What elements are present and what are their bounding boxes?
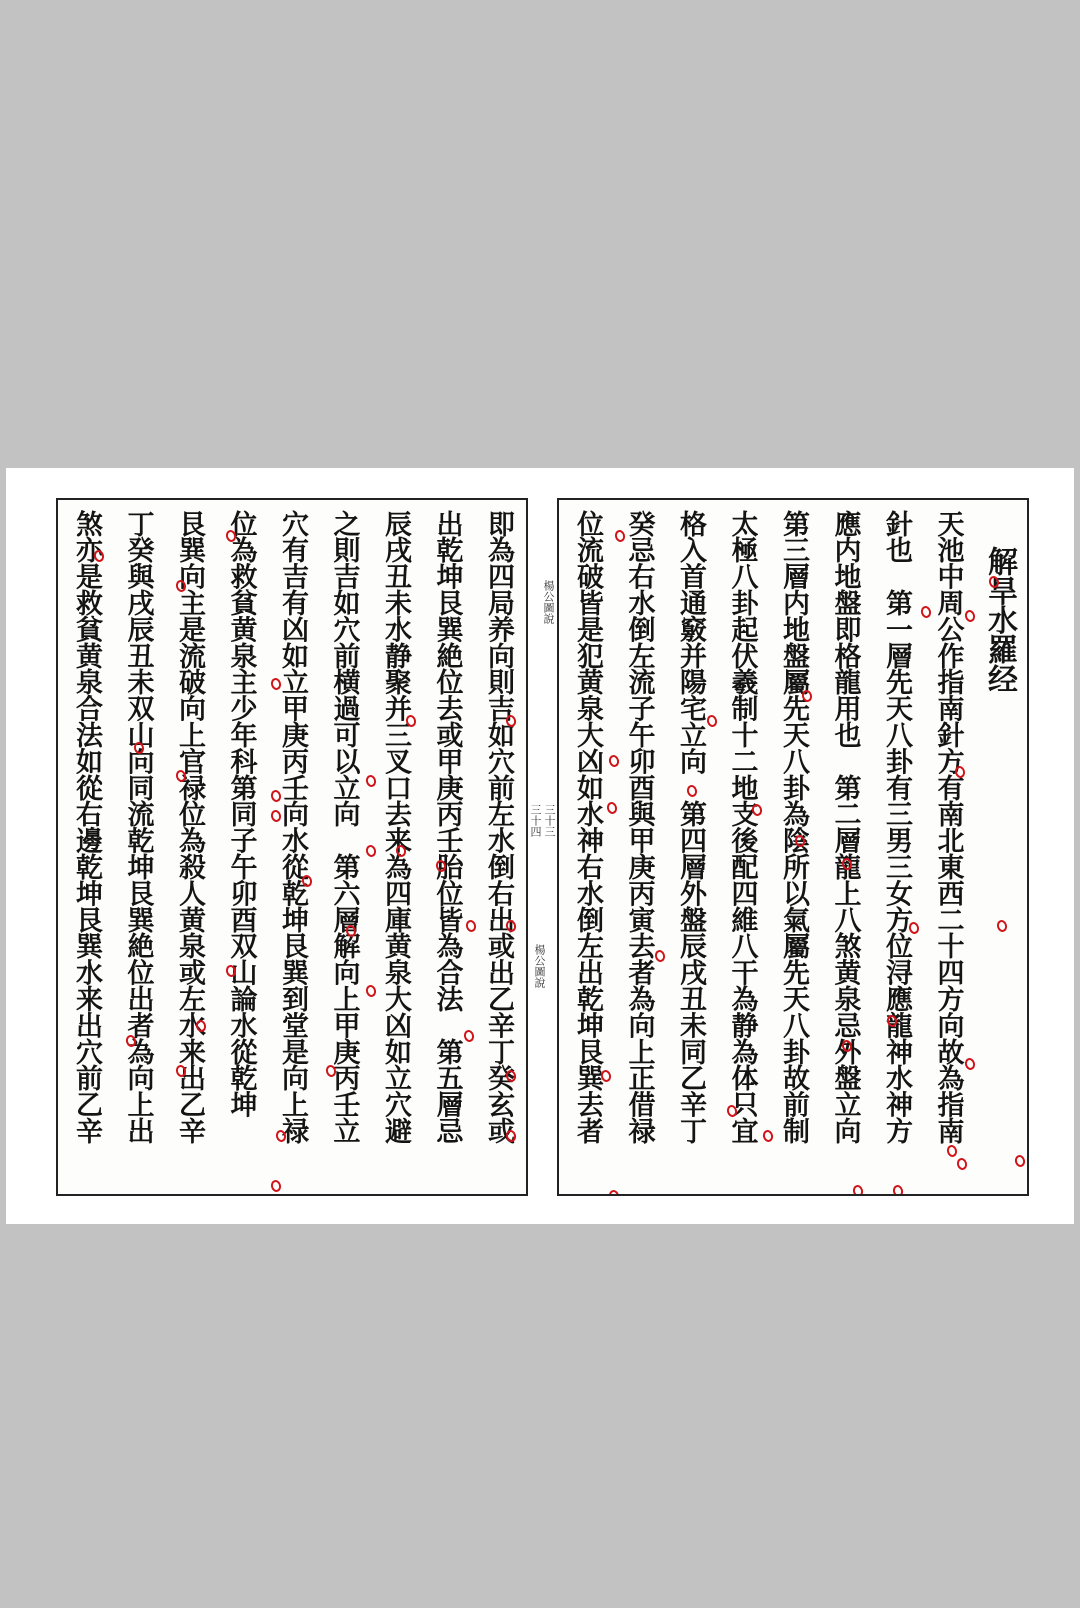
column-text: 即為四局养向則吉如穴前左水倒右出或出乙辛丁癸玄或 <box>483 510 514 1144</box>
red-annotation-mark <box>852 1184 865 1196</box>
text-column <box>375 510 415 1184</box>
column-text: 艮巽向主是流破向上官禄位為殺人黄泉或左水来出乙辛 <box>174 510 205 1144</box>
red-annotation-mark <box>608 1189 621 1196</box>
book-gutter <box>528 498 557 1196</box>
text-column <box>221 510 261 1184</box>
book-spread <box>6 468 1074 1224</box>
left-page <box>56 498 528 1196</box>
text-column <box>825 510 865 1184</box>
text-column <box>876 510 916 1184</box>
text-column <box>272 510 312 1184</box>
title-column <box>979 510 1019 1184</box>
column-text: 第三層内地盤屬先天八卦為陰所以氣屬先天八卦故前制 <box>778 510 809 1144</box>
column-text: 格入首通竅并陽宅立向 第四層外盤辰戌丑未同乙辛丁 <box>675 510 706 1144</box>
text-column <box>928 510 968 1184</box>
text-column <box>722 510 762 1184</box>
text-column <box>324 510 364 1184</box>
column-text: 應内地盤即格龍用也 第二層龍上八煞黄泉忌外盤立向 <box>829 510 861 1144</box>
text-column <box>773 510 813 1184</box>
column-text: 天池中周公作指南針方有南北東西二十四方向故為指南 <box>932 510 964 1144</box>
column-text: 位流破皆是犯黄泉大凶如水神右水倒左出乾坤艮巽去者 <box>572 510 603 1144</box>
text-column <box>478 510 518 1184</box>
column-text: 太極八卦起伏羲制十二地支後配四維八干為静為体只宜 <box>726 510 758 1144</box>
column-text: 丁癸與戌辰丑未双山向同流乾坤艮巽絶位出者為向上出 <box>122 510 154 1144</box>
column-text: 辰戌丑未水静聚并三叉口去来為四庫黄泉大凶如立穴避 <box>380 510 411 1144</box>
column-text: 癸忌右水倒左流子午卯酉與甲庚丙寅去者為向上正借禄 <box>623 510 655 1144</box>
text-column <box>427 510 467 1184</box>
column-text: 煞亦是救貧黄泉合法如從右邊乾坤艮巽水来出穴前乙辛 <box>71 510 102 1144</box>
text-column <box>619 510 659 1184</box>
column-text: 穴有吉有凶如立甲庚丙壬向水從乾坤艮巽到堂是向上禄 <box>277 510 308 1144</box>
gutter-title-right: 楊公圖說 <box>542 580 555 624</box>
text-column <box>118 510 158 1184</box>
red-annotation-mark <box>606 801 619 815</box>
text-column <box>567 510 607 1184</box>
text-column <box>66 510 106 1184</box>
page-number-right: 三十三 <box>543 804 556 837</box>
text-column <box>670 510 710 1184</box>
page-number-left: 三十四 <box>529 804 542 837</box>
gutter-title-left: 楊公圖說 <box>533 944 546 988</box>
column-text: 出乾坤艮巽絶位去或甲庚丙壬胎位皆為合法 第五層忌 <box>431 510 463 1144</box>
chapter-title: 解旱水羅经 <box>982 546 1017 694</box>
left-page-text <box>66 510 518 1184</box>
column-text: 針也 第一層先天八卦有三男三女方位浔應龍神水神方 <box>881 510 912 1144</box>
red-annotation-mark <box>892 1184 905 1196</box>
red-annotation-mark <box>465 919 478 933</box>
column-text: 位為救貧黄泉主少年科第同子午卯酉双山論水從乾坤 <box>225 510 257 1118</box>
right-page-text <box>567 510 1019 1184</box>
right-page <box>557 498 1029 1196</box>
text-column <box>169 510 209 1184</box>
column-text: 之則吉如穴前横過可以立向 第六層解向上甲庚丙壬立 <box>328 510 360 1144</box>
